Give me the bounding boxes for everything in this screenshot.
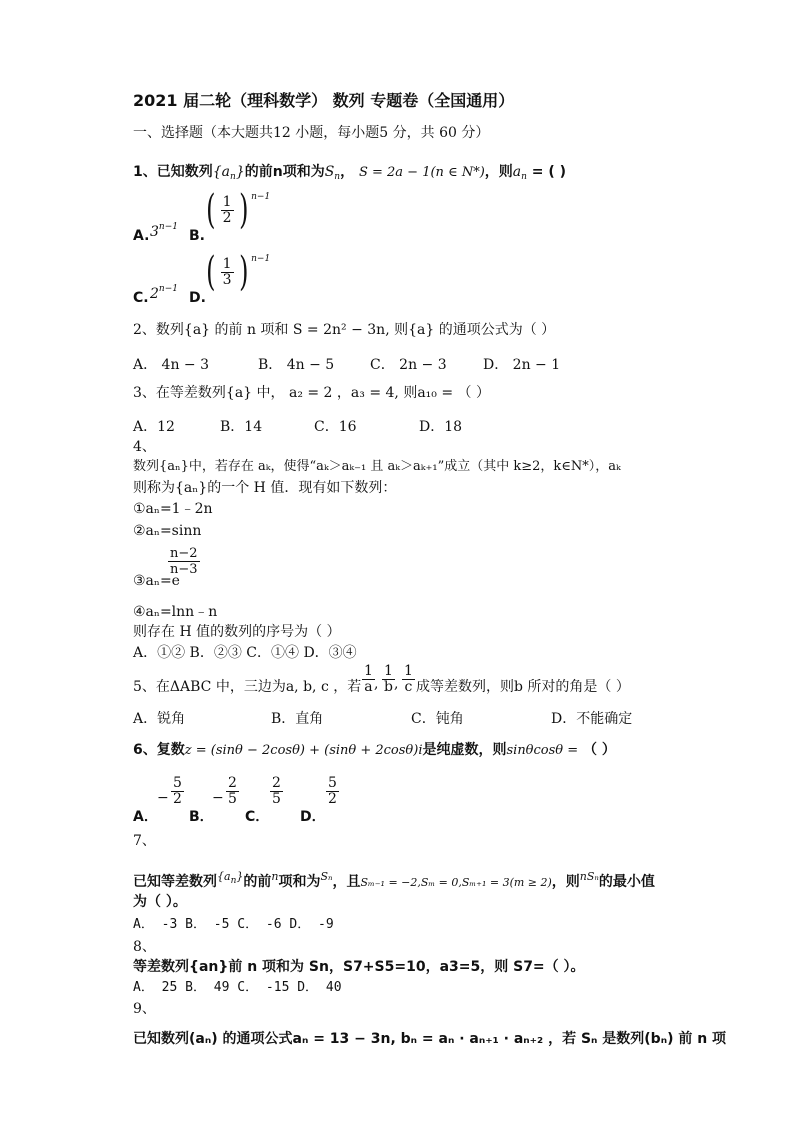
q1-option-a-value: $3^{n-1}$ — [150, 222, 178, 240]
q5-option-b: B．直角 — [271, 711, 324, 727]
question-7-line2: 为（ ）。 — [133, 894, 187, 910]
question-2: 2、数列{a} 的前 n 项和 S = 2n² − 3n, 则{a} 的通项公式为（ ） — [133, 322, 556, 338]
question-4-line1: 数列{aₙ}中，若存在 aₖ，使得“aₖ＞aₖ₋₁ 且 aₖ＞aₖ₊₁”成立（其中 k≥2，k∈N*），aₖ — [133, 459, 621, 474]
q5-frac-c: $\frac{1}{c}$ — [404, 663, 413, 695]
q2-option-d: D． 2n − 1 — [483, 357, 561, 373]
question-8-number: 8、 — [133, 939, 156, 955]
q6-option-b-label: B． — [189, 809, 214, 825]
q5-option-d: D．不能确定 — [551, 711, 633, 727]
q1-option-b-value: ( $\frac{1}{2}$ ) $^{n-1}$ — [206, 187, 271, 233]
q1-mid1: 的前n项和为 — [244, 164, 325, 180]
question-4-line2: 则称为{aₙ}的一个 H 值．现有如下数列： — [133, 480, 397, 496]
question-4-number: 4、 — [133, 439, 156, 455]
q4-item-4: ④aₙ=lnn﹣n — [133, 604, 218, 620]
q1-mid2: ， — [340, 164, 355, 180]
q1-option-a-label: A. — [133, 228, 150, 244]
q1-condition: S = 2a − 1(n ∈ N*) — [358, 165, 485, 180]
q2-option-a: A． 4n − 3 — [133, 357, 210, 373]
question-6 — [133, 741, 616, 760]
q6-option-a-value: $\frac{5}{2}$ — [173, 775, 182, 807]
q6-option-b-value: $\frac{2}{5}$ — [228, 775, 237, 807]
q6-expression-2: sinθcosθ = — [506, 743, 579, 758]
q3-option-b: B．14 — [220, 419, 263, 435]
q4-ask: 则存在 H 值的数列的序号为（ ） — [133, 624, 341, 640]
q2-option-c: C． 2n − 3 — [370, 357, 447, 373]
q1-option-d-value: ( $\frac{1}{3}$ ) $^{n-1}$ — [206, 249, 271, 295]
q6-expression: z = (sinθ − 2cosθ) + (sinθ + 2cosθ)i — [184, 743, 423, 758]
q1-option-b-label: B. — [189, 228, 205, 244]
q5-frac-b: $\frac{1}{b}$ — [383, 663, 393, 695]
page-title: 2021 届二轮（理科数学） 数列 专题卷（全国通用） — [133, 91, 515, 110]
q1-suffix: ，则 — [484, 164, 513, 180]
q1-option-d-label: D. — [189, 290, 206, 306]
q5-option-c: C．钝角 — [411, 711, 464, 727]
q4-item-2: ②aₙ=sinn — [133, 523, 202, 539]
q5-option-a: A．锐角 — [133, 711, 186, 727]
section-heading: 一、选择题（本大题共12 小题，每小题5 分，共 60 分） — [133, 125, 490, 141]
q6-prefix: 6、复数 — [133, 742, 185, 758]
q6-suffix: （ ） — [583, 742, 616, 758]
question-9-number: 9、 — [133, 1001, 156, 1017]
q1-option-c-value: $2^{n-1}$ — [150, 284, 178, 302]
q4-options: A．①② B．②③ C．①④ D．③④ — [133, 645, 357, 661]
q3-option-a: A．12 — [133, 419, 175, 435]
q1-tail: = ( ) — [526, 164, 567, 180]
question-9-line1: 已知数列(aₙ) 的通项公式aₙ = 13 − 3n, bₙ = aₙ · aₙ₊₁ · aₙ₊₂ ，若 Sₙ 是数列(bₙ) 前 n 项 — [133, 1031, 727, 1047]
q6-mid: 是纯虚数，则 — [422, 742, 507, 758]
q7-options: A． -3 B． -5 C． -6 D． -9 — [133, 917, 334, 932]
q8-options: A． 25 B． 49 C． -15 D． 40 — [133, 980, 342, 995]
q5-suffix: 成等差数列，则b 所对的角是（ ） — [416, 679, 630, 695]
question-1: 1、已知数列$\{a_n\}$的前n项和为$S_n$， S = 2a − 1(n ∈ N*)，则$a_n$ = ( ) — [133, 164, 567, 182]
q2-option-b: B． 4n − 5 — [258, 357, 335, 373]
question-3: 3、在等差数列{a} 中， a₂ = 2 ，a₃ = 4, 则a₁₀ = （ ） — [133, 385, 490, 401]
q6-option-d-label: D． — [300, 809, 326, 825]
q6-option-d-value: $\frac{5}{2}$ — [328, 775, 337, 807]
q5-frac-a: $\frac{1}{a}$ — [364, 663, 373, 695]
q6-option-c-value: $\frac{2}{5}$ — [272, 775, 281, 807]
q1-prefix: 1、已知数列 — [133, 164, 213, 180]
question-7-number: 7、 — [133, 833, 156, 849]
q1-option-c-label: C. — [133, 290, 149, 306]
question-7-line1: 已知等差数列$^{\{a_n\}}$的前$^n$项和为$^{S_n}$，且Sₘ₋₁ = −2,Sₘ = 0,Sₘ₊₁ = 3(m ≥ 2)，则$^{nS_n}$的最小值 — [133, 870, 655, 890]
q5-prefix: 5、在ΔABC 中，三边为a, b, c ，若 — [133, 679, 362, 695]
question-8-line1: 等差数列{an}前 n 项和为 Sn，S7+S5=10，a3=5，则 S7=（ ）。 — [133, 959, 585, 975]
document-page: 2021 届二轮（理科数学） 数列 专题卷（全国通用） 一、选择题（本大题共12 小题，每小题5 分，共 60 分） 1、已知数列$\{a_n\}$的前n项和为$S_n$， S = 2a − 1(n ∈ N*)，则$a_n$ = ( ) A. $3^{n-1}$ B. ( $\frac{1}{2}$ ) $^{n-1}$ C. $2^{n-1}$ D. ( $\frac{1}{3}$ ) $^{n-1}$ 2、数列{a} 的前 n 项和 S = 2n² − 3n, 则{a} 的通项公式为（ ） A． 4n − 3 B． 4n − 5 C． 2n − 3 D． 2n − 1 3、在等差数列{a} 中， a₂ = 2 ，a₃ = 4, 则a₁₀ = （ ） A．12 B．14 C．16 D．18 4、 数列{aₙ}中，若存在 aₖ，使得“aₖ＞aₖ₋₁ 且 aₖ＞aₖ₊₁”成立（其中 k≥2，k∈N*），aₖ 则称为{aₙ}的一个 H 值．现有如下数列： ①aₙ=1﹣2n ②aₙ=sinn ③aₙ=e $\frac{n-2}{n-3}$ ④aₙ=lnn﹣n 则存在 H 值的数列的序号为（ ） A．①② B．②③ C．①④ D．③④ 5、在ΔABC 中，三边为a, b, c ，若 $\frac{1}{a}$ , $\frac{1}{b}$ , $\frac{1}{c}$ 成等差数列，则b 所对的角是（ ） A．锐角 B．直角 C．钝角 D．不能确定 6、复数z = (sinθ − 2cosθ) + (sinθ + 2cosθ)i是纯虚数，则sinθcosθ = （ ） A． − $\frac{5}{2}$ B． − $\frac{2}{5}$ C． $\frac{2}{5}$ D． $\frac{5}{2}$ 7、 已知等差数列$^{\{a_n\}}$的前$^n$项和为$^{S_n}$，且Sₘ₋₁ = −2,Sₘ = 0,Sₘ₊₁ = 3(m ≥ 2)，则$^{nS_n}$的最小值 为（ ）。 A． -3 B． -5 C． -6 D． -9 8、 等差数列{an}前 n 项和为 Sn，S7+S5=10，a3=5，则 S7=（ ）。 A． 25 B． 49 C． -15 D． 40 9、 已知数列(aₙ) 的通项公式aₙ = 13 − 3n, bₙ = aₙ · aₙ₊₁ · aₙ₊₂ ，若 Sₙ 是数列(bₙ) 前 n 项 — [133, 91, 727, 1047]
q3-option-d: D．18 — [419, 419, 463, 435]
q6-option-c-label: C． — [245, 809, 270, 825]
q6-option-a-label: A． — [133, 809, 158, 825]
q4-item-1: ①aₙ=1﹣2n — [133, 501, 213, 517]
q3-option-c: C．16 — [314, 419, 357, 435]
